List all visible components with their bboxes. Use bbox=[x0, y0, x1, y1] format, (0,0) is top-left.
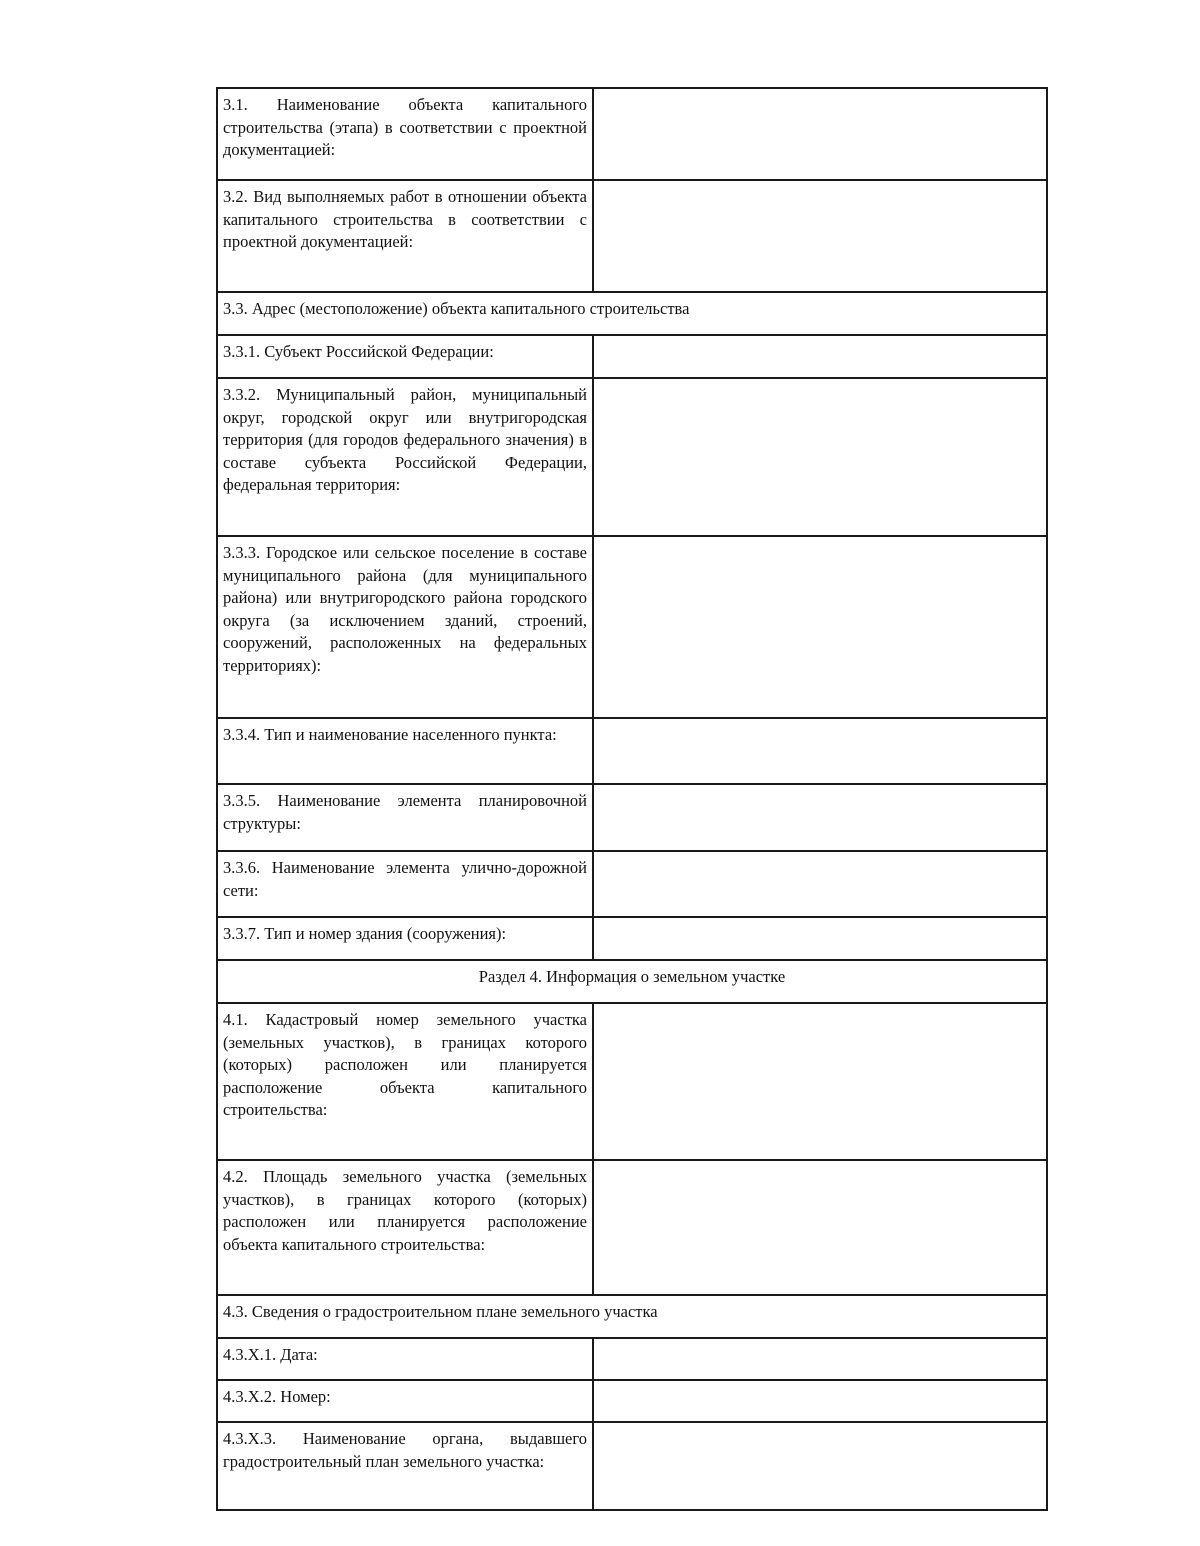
field-value[interactable] bbox=[593, 88, 1047, 180]
field-value[interactable] bbox=[593, 1422, 1047, 1510]
section-heading: Раздел 4. Информация о земельном участке bbox=[217, 960, 1047, 1003]
table-row bbox=[217, 378, 1047, 536]
field-label: 4.3.Х.3. Наименование органа, выдавшего градостроительный план земельного участка: bbox=[217, 1422, 593, 1510]
table-row bbox=[217, 1380, 1047, 1422]
field-value[interactable] bbox=[593, 1338, 1047, 1380]
table-row bbox=[217, 180, 1047, 292]
table-row bbox=[217, 960, 1047, 1003]
field-label: 4.2. Площадь земельного участка (земельных участков), в границах которого (которых) расположен или планируется расположение объекта капитального строительства: bbox=[217, 1160, 593, 1295]
field-label: 3.3.5. Наименование элемента планировочной структуры: bbox=[217, 784, 593, 851]
table-row bbox=[217, 784, 1047, 851]
field-value[interactable] bbox=[593, 1160, 1047, 1295]
field-label: 3.3.2. Муниципальный район, муниципальный округ, городской округ или внутригородская территория (для городов федерального значения) в составе субъекта Российской Федерации, федеральная территория: bbox=[217, 378, 593, 536]
field-label: 3.1. Наименование объекта капитального строительства (этапа) в соответствии с проектной документацией: bbox=[217, 88, 593, 180]
field-label: 3.3.7. Тип и номер здания (сооружения): bbox=[217, 917, 593, 960]
field-label: 3.2. Вид выполняемых работ в отношении объекта капитального строительства в соответствии с проектной документацией: bbox=[217, 180, 593, 292]
table-row bbox=[217, 88, 1047, 180]
group-heading: 3.3. Адрес (местоположение) объекта капитального строительства bbox=[217, 292, 1047, 335]
table-row bbox=[217, 718, 1047, 784]
form-table bbox=[216, 87, 1048, 1511]
table-row bbox=[217, 1003, 1047, 1160]
table-row bbox=[217, 851, 1047, 917]
table-row bbox=[217, 1295, 1047, 1338]
field-label: 4.1. Кадастровый номер земельного участка (земельных участков), в границах которого (которых) расположен или планируется расположение объекта капитального строительства: bbox=[217, 1003, 593, 1160]
table-row bbox=[217, 292, 1047, 335]
field-label: 3.3.6. Наименование элемента улично-дорожной сети: bbox=[217, 851, 593, 917]
field-label: 3.3.4. Тип и наименование населенного пункта: bbox=[217, 718, 593, 784]
field-value[interactable] bbox=[593, 378, 1047, 536]
field-label: 3.3.3. Городское или сельское поселение в составе муниципального района (для муниципального района) или внутригородского района городского округа (за исключением зданий, строений, сооружений, расположенных на федеральных территориях): bbox=[217, 536, 593, 718]
field-label: 4.3.Х.2. Номер: bbox=[217, 1380, 593, 1422]
field-value[interactable] bbox=[593, 917, 1047, 960]
field-value[interactable] bbox=[593, 180, 1047, 292]
field-value[interactable] bbox=[593, 536, 1047, 718]
form-body bbox=[217, 88, 1047, 1510]
group-heading: 4.3. Сведения о градостроительном плане земельного участка bbox=[217, 1295, 1047, 1338]
table-row bbox=[217, 536, 1047, 718]
field-value[interactable] bbox=[593, 335, 1047, 378]
table-row bbox=[217, 917, 1047, 960]
table-row bbox=[217, 1160, 1047, 1295]
table-row bbox=[217, 1338, 1047, 1380]
field-label: 3.3.1. Субъект Российской Федерации: bbox=[217, 335, 593, 378]
field-label: 4.3.Х.1. Дата: bbox=[217, 1338, 593, 1380]
field-value[interactable] bbox=[593, 784, 1047, 851]
field-value[interactable] bbox=[593, 851, 1047, 917]
field-value[interactable] bbox=[593, 1003, 1047, 1160]
table-row bbox=[217, 1422, 1047, 1510]
field-value[interactable] bbox=[593, 718, 1047, 784]
field-value[interactable] bbox=[593, 1380, 1047, 1422]
table-row bbox=[217, 335, 1047, 378]
